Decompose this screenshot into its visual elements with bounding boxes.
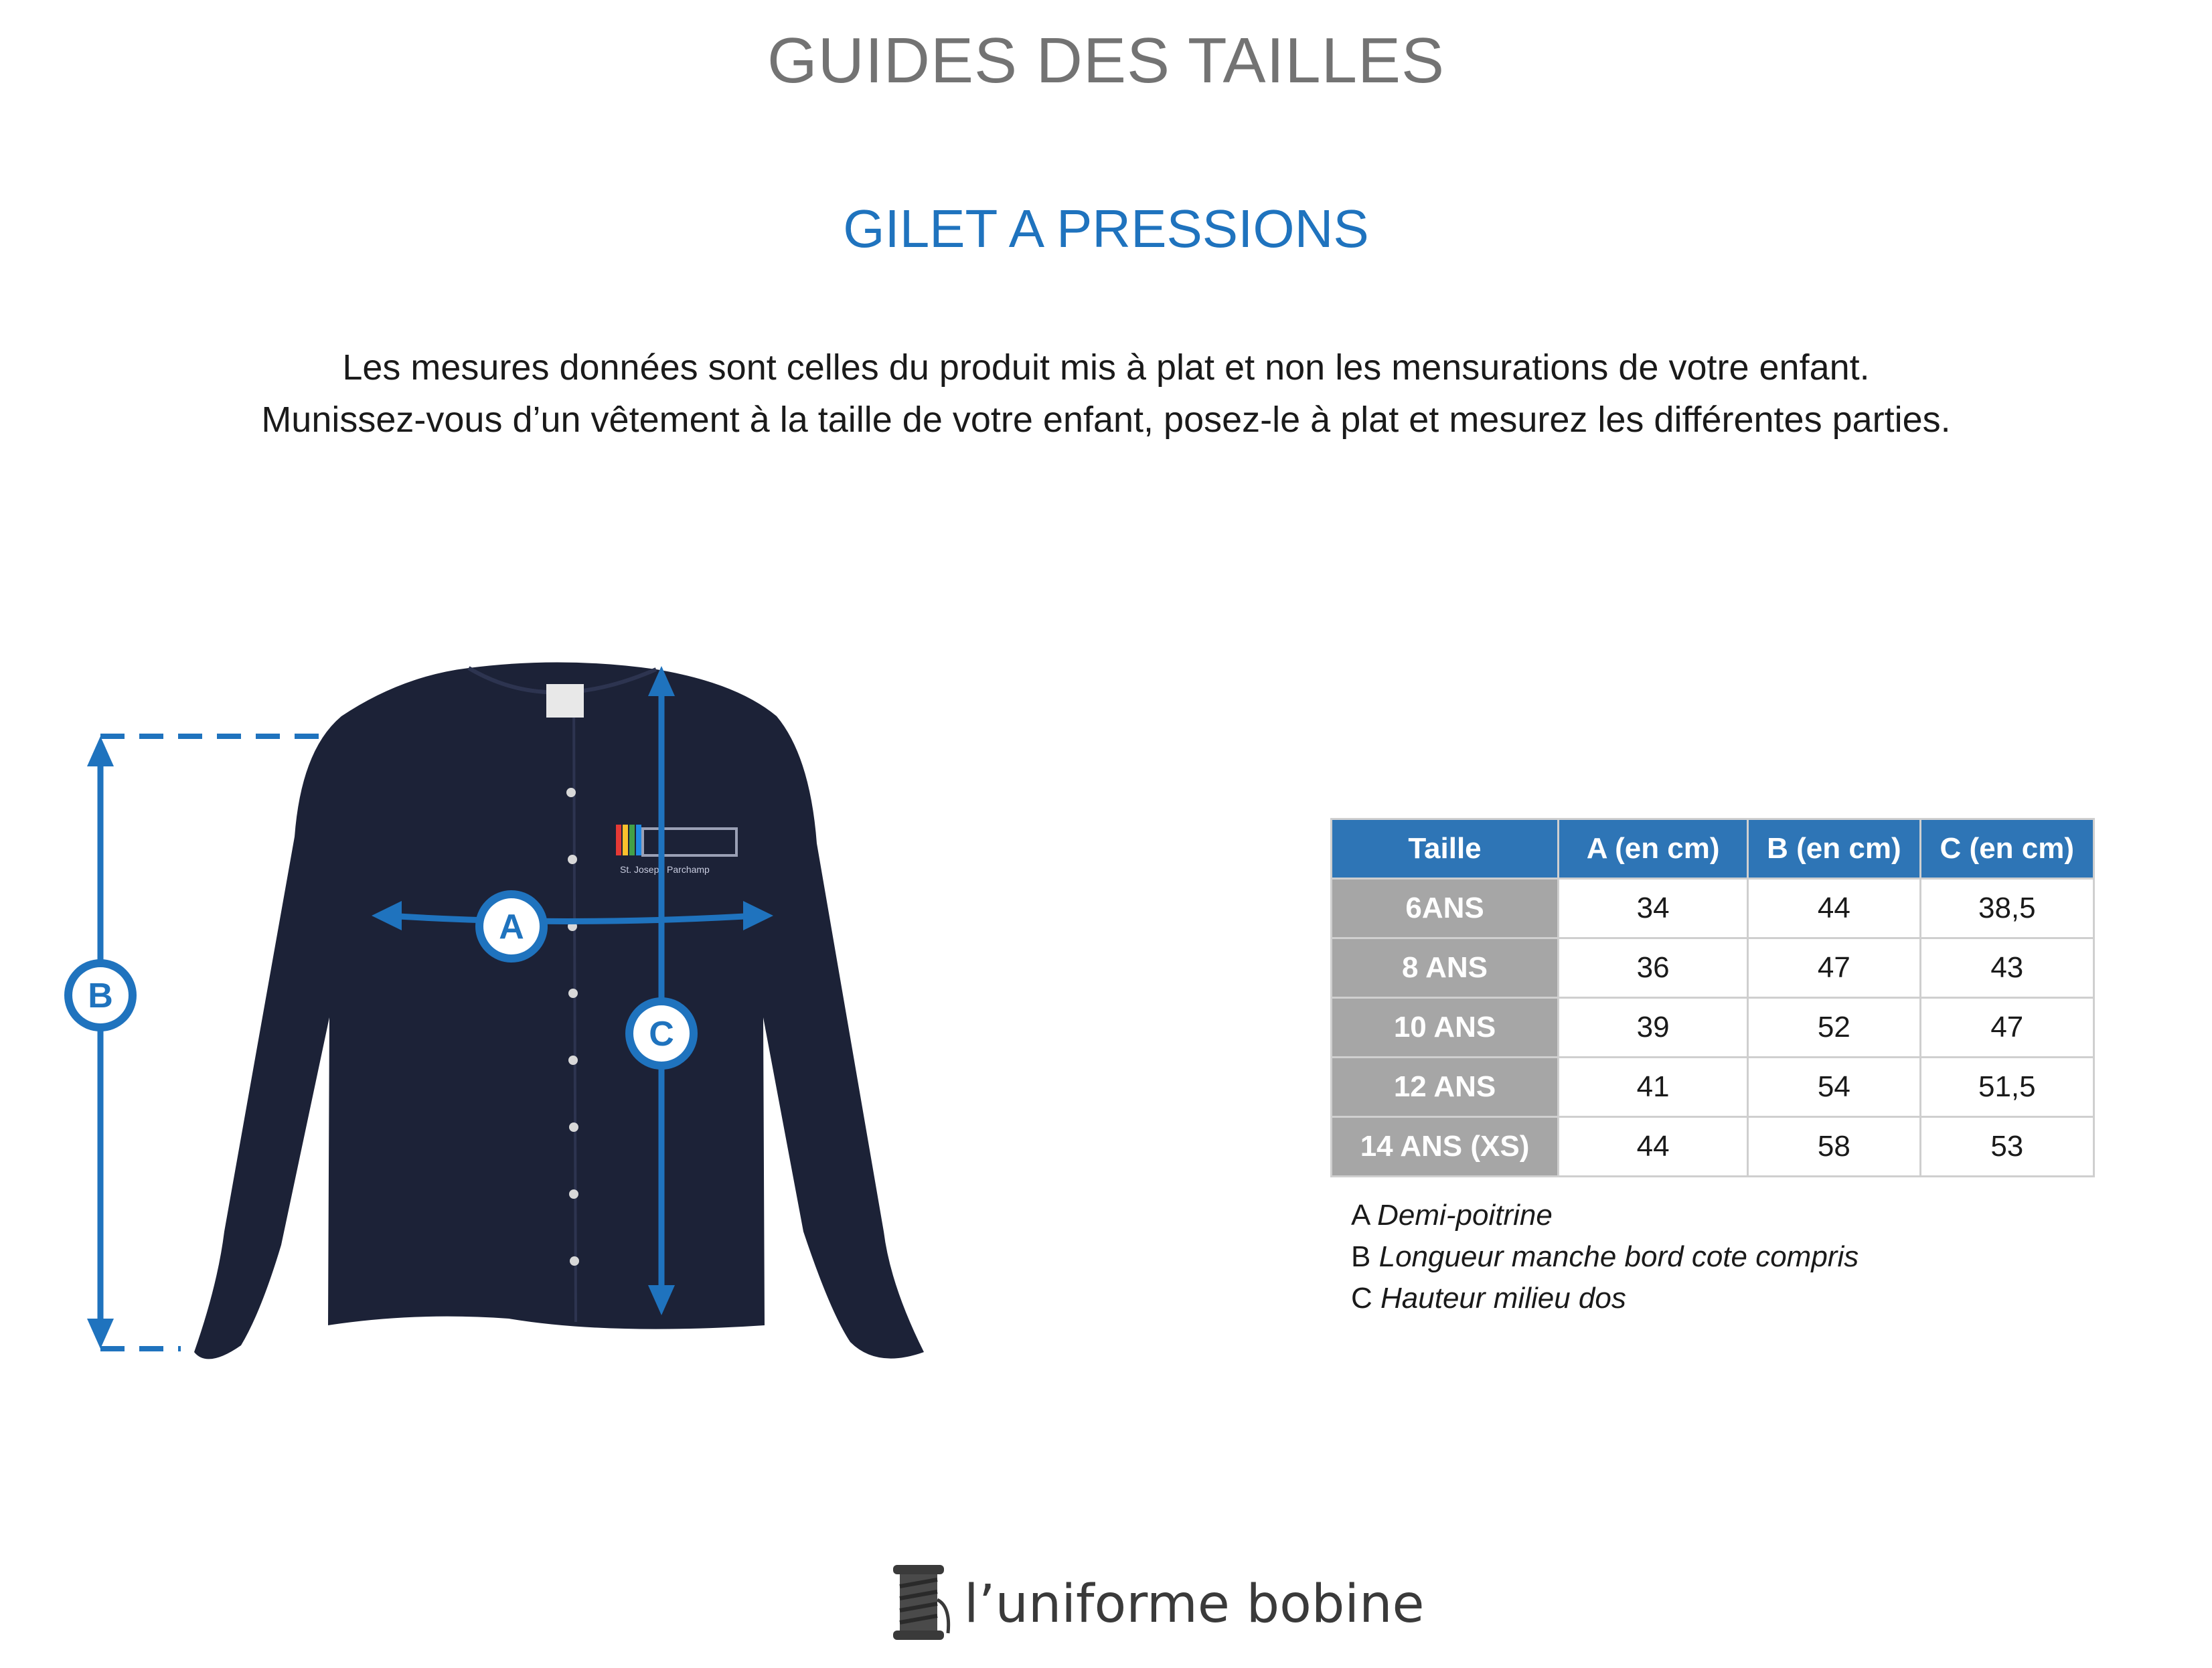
cell-c: 51,5	[1920, 1058, 2094, 1117]
cell-c: 38,5	[1920, 879, 2094, 938]
legend-text: Demi-poitrine	[1377, 1199, 1553, 1232]
size-cell: 12 ANS	[1332, 1058, 1559, 1117]
size-cell: 10 ANS	[1332, 998, 1559, 1058]
cell-b: 58	[1748, 1117, 1920, 1177]
table-row	[1332, 879, 2094, 938]
measurement-diagram	[40, 643, 1004, 1479]
marker-c-label: C	[649, 1015, 674, 1054]
legend-item-b	[1351, 1236, 1859, 1278]
brand-name: l’uniforme bobine	[964, 1574, 1425, 1635]
header-a: A (en cm)	[1559, 819, 1748, 879]
table-row	[1332, 1117, 2094, 1177]
cell-a: 44	[1559, 1117, 1748, 1177]
cell-a: 39	[1559, 998, 1748, 1058]
brand-logo	[884, 1560, 1425, 1647]
marker-a-label: A	[499, 908, 524, 946]
table-row	[1332, 1058, 2094, 1117]
legend-key: B	[1351, 1240, 1371, 1273]
table-row	[1332, 938, 2094, 998]
measurement-legend	[1351, 1195, 1859, 1319]
cell-b: 47	[1748, 938, 1920, 998]
page-title: GUIDES DES TAILLES	[767, 25, 1445, 96]
size-cell: 6ANS	[1332, 879, 1559, 938]
header-c: C (en cm)	[1920, 819, 2094, 879]
spool-icon	[884, 1560, 957, 1647]
cell-c: 43	[1920, 938, 2094, 998]
legend-key: A	[1351, 1199, 1369, 1232]
label-tag	[546, 684, 584, 718]
intro-line-2: Munissez-vous d’un vêtement à la taille de votre enfant, posez-le à plat et mesurez les différentes parties.	[261, 400, 1951, 440]
cell-b: 54	[1748, 1058, 1920, 1117]
cell-a: 34	[1559, 879, 1748, 938]
cell-c: 53	[1920, 1117, 2094, 1177]
cardigan-illustration	[40, 643, 1004, 1479]
cell-a: 41	[1559, 1058, 1748, 1117]
intro-text	[0, 341, 2212, 446]
table-header-row	[1332, 819, 2094, 879]
cardigan-shape	[194, 662, 924, 1359]
product-title: GILET A PRESSIONS	[843, 199, 1369, 258]
cell-b: 44	[1748, 879, 1920, 938]
intro-line-1: Les mesures données sont celles du produit mis à plat et non les mensurations de votre enfant.	[342, 347, 1870, 388]
size-cell: 14 ANS (XS)	[1332, 1117, 1559, 1177]
cell-c: 47	[1920, 998, 2094, 1058]
legend-key: C	[1351, 1282, 1372, 1315]
size-table	[1330, 818, 2095, 1177]
b-arrow-bottom	[87, 1319, 114, 1349]
legend-item-c	[1351, 1278, 1859, 1319]
legend-text: Hauteur milieu dos	[1380, 1282, 1626, 1315]
cell-a: 36	[1559, 938, 1748, 998]
legend-item-a	[1351, 1195, 1859, 1236]
b-arrow-top	[87, 736, 114, 766]
size-cell: 8 ANS	[1332, 938, 1559, 998]
table-row	[1332, 998, 2094, 1058]
header-size: Taille	[1332, 819, 1559, 879]
cell-b: 52	[1748, 998, 1920, 1058]
legend-text: Longueur manche bord cote compris	[1378, 1240, 1859, 1273]
marker-b-label: B	[88, 977, 113, 1015]
header-b: B (en cm)	[1748, 819, 1920, 879]
embroidery-text: St. Joseph Parchamp	[620, 864, 710, 875]
